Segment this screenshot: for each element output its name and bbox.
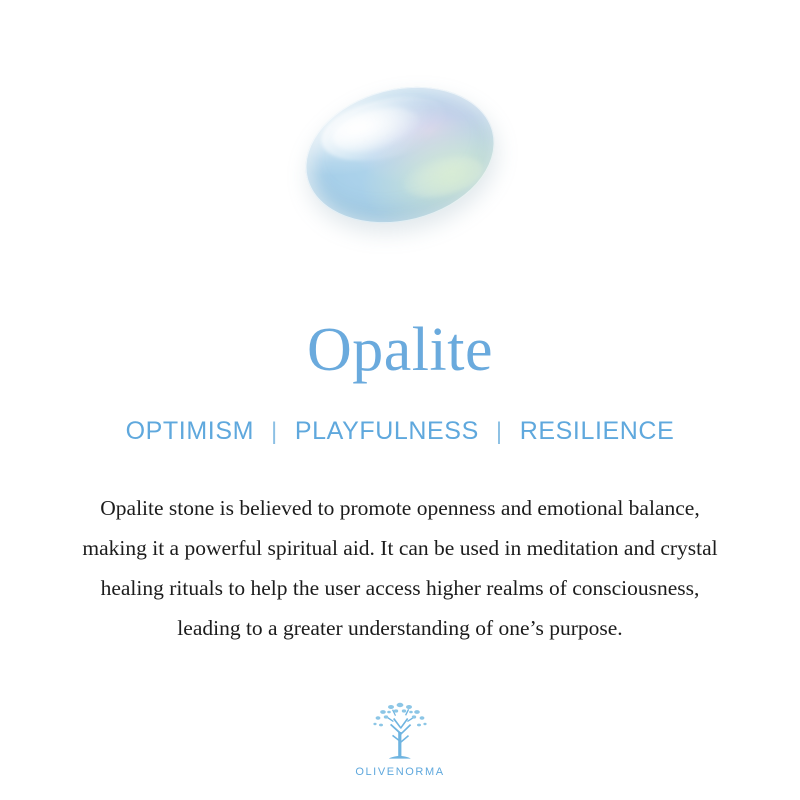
brand-logo <box>0 698 800 778</box>
description-line: making it a powerful spiritual aid. It can be used in meditation and crystal <box>82 536 718 561</box>
description-line: Opalite stone is believed to promote openness and emotional balance, <box>100 496 700 521</box>
page-title: Opalite <box>307 316 493 384</box>
keyword-separator-2: | <box>495 417 503 445</box>
description-text <box>20 488 780 648</box>
stone-highlight-gloss <box>315 86 452 173</box>
keyword-separator-1: | <box>271 417 278 445</box>
description-line: leading to a greater understanding of one’s purpose. <box>177 616 623 641</box>
keyword-1: OPTIMISM <box>125 417 255 446</box>
tree-logo-icon <box>363 698 437 764</box>
keyword-3: RESILIENCE <box>519 417 675 446</box>
brand-name: OLIVENORMA <box>355 766 445 778</box>
description-line: healing rituals to help the user access higher realms of consciousness, <box>100 576 700 601</box>
keyword-list <box>126 417 675 446</box>
opalite-stone-image <box>291 68 509 243</box>
stone-image-container <box>0 0 800 310</box>
stone-rim-shine <box>291 68 509 243</box>
keyword-2: PLAYFULNESS <box>294 417 479 446</box>
